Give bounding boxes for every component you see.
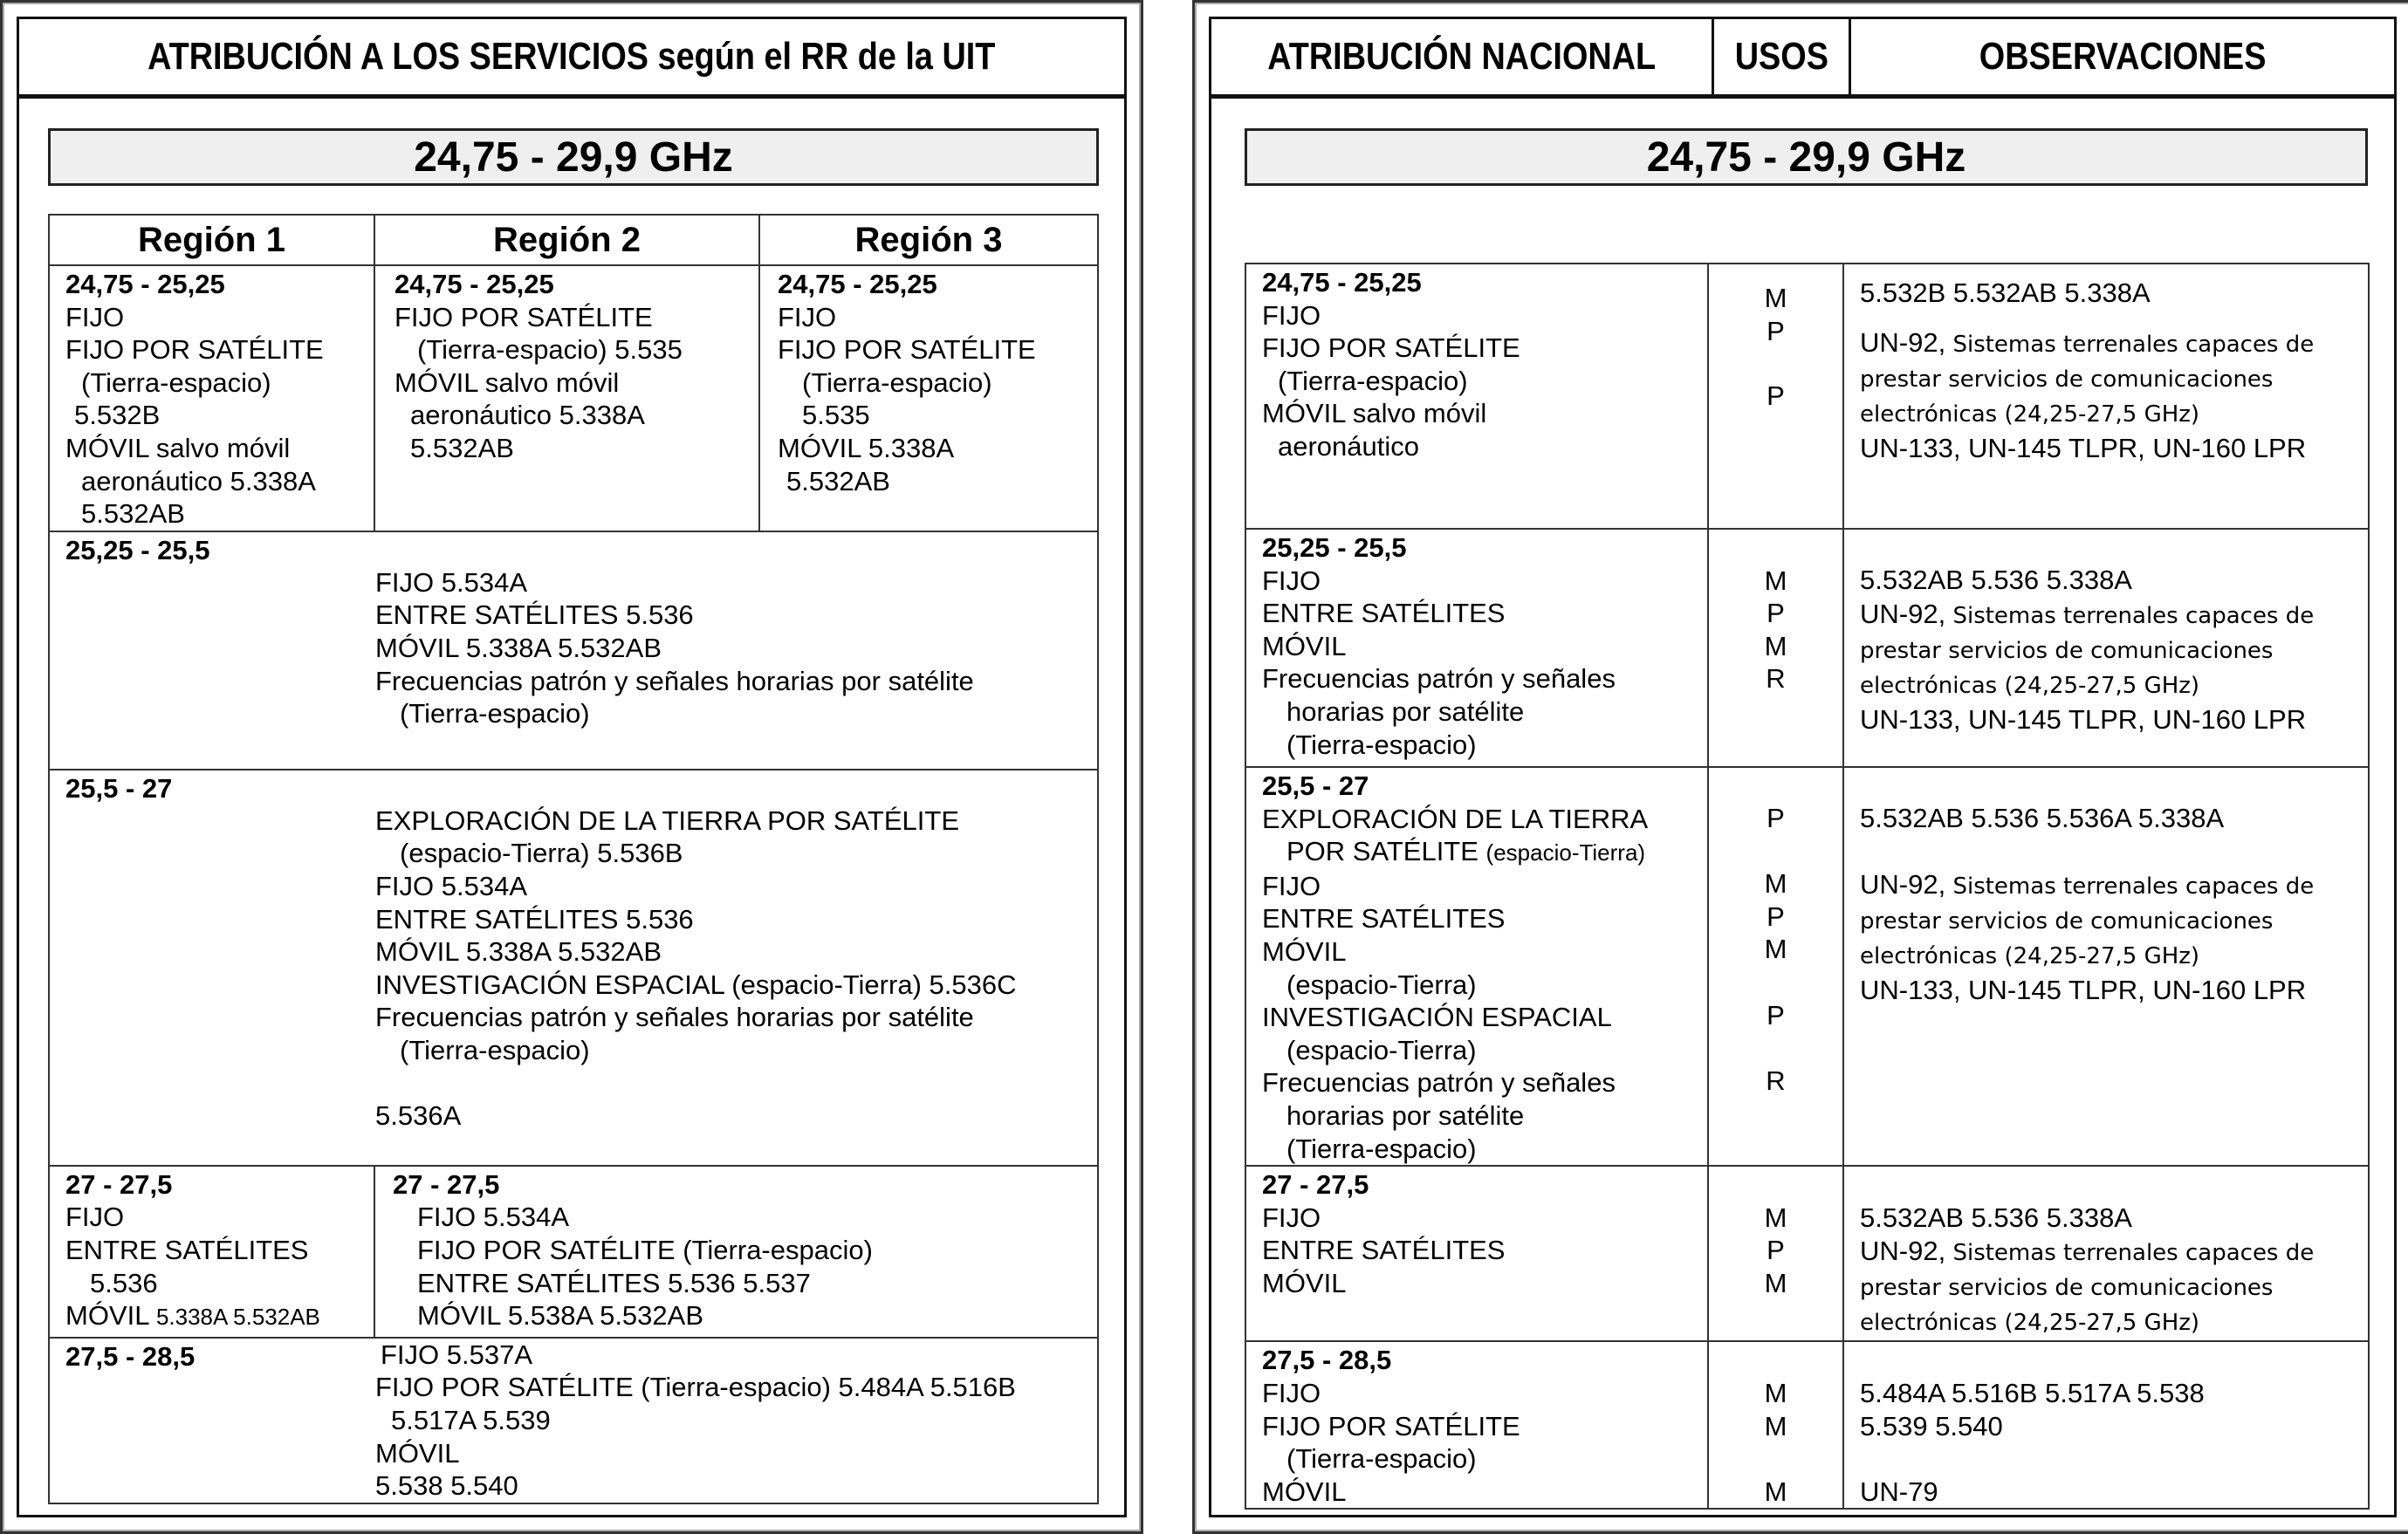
use-code: R [1766,1065,1786,1096]
use-code: P [1767,999,1785,1031]
footnote: 5.538 5.540 [375,1470,518,1502]
row4-region2-3 [374,1166,1098,1338]
use-code: P [1767,1235,1785,1266]
service-name: POR SATÉLITE [1286,836,1478,867]
use-code [1709,347,1842,380]
service: FIJO [1262,1202,1321,1233]
footnote: 5.532AB [786,465,890,496]
footnote: 5.532AB [81,498,185,530]
freq-label: 24,75 - 25,25 [1262,267,1422,298]
region-3-header: Región 3 [759,215,1098,265]
use-code [1709,531,1842,565]
service-detail: (Tierra-espacio) [81,366,271,398]
row1-region2 [374,265,759,531]
uses-cell [1708,767,1843,1166]
table-row [49,265,1098,531]
table-row [49,1166,1098,1338]
service: EXPLORACIÓN DE LA TIERRA POR SATÉLITE [375,805,959,836]
uses-cell [1708,1341,1843,1509]
service: FIJO [778,301,837,332]
observation [1860,1234,2368,1270]
use-code: M [1764,1377,1787,1408]
service: INVESTIGACIÓN ESPACIAL [1262,1002,1612,1033]
service: MÓVIL [1262,935,1347,967]
right-band-title [1245,128,2368,186]
table-row [49,770,1098,1166]
use-code [1709,1344,1842,1377]
header-text: OBSERVACIONES [1979,35,2267,78]
observation: 5.539 5.540 [1860,1410,2003,1442]
observation: 5.532AB 5.536 5.536A 5.338A [1860,803,2225,833]
service [1262,835,1707,870]
row4-region1 [49,1166,374,1338]
itu-allocation-table [48,214,1099,1504]
observation-ref: UN-92, [1860,598,1946,629]
service-name: MÓVIL [65,1300,149,1332]
service-detail: aeronáutico [1278,430,1420,462]
observation: 5.532B 5.532AB 5.338A [1860,277,2151,308]
service: FIJO 5.534A [375,566,528,598]
service-detail: aeronáutico 5.338A [410,400,645,431]
service-detail: (Tierra-espacio) [1286,1133,1477,1164]
observation: 5.532AB 5.536 5.338A [1860,1202,2132,1233]
service: ENTRE SATÉLITES [65,1234,309,1265]
use-code [1709,966,1842,999]
service: ENTRE SATÉLITES 5.536 [375,599,694,631]
observation-desc: Sistemas terrenales capaces de [1945,602,2315,629]
service: MÓVIL 5.538A 5.532AB [417,1300,704,1332]
service-detail: (Tierra-espacio) [400,698,590,729]
observation-ref: UN-92, [1860,869,1946,901]
use-code: M [1764,1267,1787,1298]
freq-label: 27,5 - 28,5 [65,1340,196,1372]
observation: UN-133, UN-145 TLPR, UN-160 LPR [1860,975,2307,1006]
observation [1860,1168,2368,1202]
service: FIJO POR SATÉLITE (Tierra-espacio) [417,1234,873,1265]
right-band-text: 24,75 - 29,9 GHz [1646,134,1966,181]
alloc-cell [1245,1166,1708,1341]
service: FIJO [1262,565,1321,596]
service: FIJO POR SATÉLITE (Tierra-espacio) 5.484A 5.516B [375,1372,1016,1403]
spacer [375,1067,1016,1100]
row3-all-regions [49,770,1098,1166]
header-text: ATRIBUCIÓN NACIONAL [1267,35,1656,78]
observation-desc: Sistemas terrenales capaces de [1945,331,2315,358]
table-row [1245,1341,2369,1509]
observation: electrónicas (24,25-27,5 GHz) [1860,401,2200,428]
left-panel [0,0,1143,1534]
footnote: 5.536 [90,1267,158,1298]
freq-label: 24,75 - 25,25 [778,269,937,299]
use-code: P [1767,901,1785,932]
observation [1860,1344,2368,1377]
service: FIJO [1262,870,1321,901]
uses-cell [1708,529,1843,767]
right-panel [1192,0,2408,1534]
header-usos [1714,19,1851,94]
observation: electrónicas (24,25-27,5 GHz) [1860,943,2200,970]
observation: electrónicas (24,25-27,5 GHz) [1860,672,2200,699]
service: Frecuencias patrón y señales [1262,1067,1616,1099]
use-code: M [1764,1476,1787,1507]
service: FIJO 5.534A [417,1202,570,1233]
service-detail: horarias por satélite [1286,1099,1525,1131]
observation: prestar servicios de comunicaciones [1860,637,2274,664]
service: FIJO POR SATÉLITE [778,334,1036,366]
freq-label: 27 - 27,5 [65,1168,173,1200]
use-code [1709,1168,1842,1202]
service: FIJO POR SATÉLITE [1262,332,1520,364]
table-row [49,531,1098,770]
use-code: R [1766,663,1786,695]
service: Frecuencias patrón y señales horarias por satélite [375,1002,974,1033]
service: FIJO POR SATÉLITE [394,301,653,332]
use-code: P [1767,803,1785,833]
alloc-cell [1245,1341,1708,1509]
use-code: M [1764,283,1787,313]
obs-cell [1843,529,2369,767]
table-row [1245,767,2369,1166]
footnote: 5.536A [375,1100,462,1132]
obs-cell [1843,1341,2369,1509]
service: MÓVIL [375,1437,460,1469]
observation: prestar servicios de comunicaciones [1860,366,2274,393]
service: ENTRE SATÉLITES [1262,598,1506,629]
table-row [1245,529,2369,767]
observation: UN-79 [1860,1476,1938,1507]
service-detail: (Tierra-espacio) 5.535 [417,334,683,366]
observation-desc: Sistemas terrenales capaces de [1945,1240,2315,1267]
service: ENTRE SATÉLITES [1262,1235,1506,1266]
header-observaciones [1851,19,2394,94]
left-title [17,17,1127,99]
service-detail: aeronáutico 5.338A [81,465,316,496]
service-detail: (espacio-Tierra) [1485,839,1646,866]
service: MÓVIL 5.338A 5.532AB [375,936,662,968]
row2-all-regions [49,531,1098,770]
table-row [1245,264,2369,529]
right-header [1209,17,2397,99]
service: MÓVIL salvo móvil [65,432,291,463]
alloc-cell [1245,767,1708,1166]
footnote: 5.532AB [410,432,514,463]
footnote: 5.517A 5.539 [391,1404,551,1435]
national-allocation-table [1245,263,2370,1510]
use-code: P [1767,315,1785,346]
service: FIJO [1262,1377,1321,1408]
use-code: M [1764,565,1787,596]
use-code: P [1767,380,1785,412]
service: INVESTIGACIÓN ESPACIAL (espacio-Tierra) 5.536C [375,969,1017,1000]
observation [1860,1442,2368,1476]
service: ENTRE SATÉLITES 5.536 [375,903,694,935]
use-code: M [1764,934,1787,965]
row1-region1 [49,265,374,531]
service-detail: (espacio-Tierra) [1286,969,1477,1000]
region-2-header: Región 2 [374,215,759,265]
observation: 5.484A 5.516B 5.517A 5.538 [1860,1377,2205,1408]
left-title-text: ATRIBUCIÓN A LOS SERVICIOS según el RR de la UIT [147,35,996,78]
use-code: P [1767,598,1785,629]
service: Frecuencias patrón y señales horarias por satélite [375,665,974,696]
service-detail: (espacio-Tierra) [1286,1034,1477,1065]
service-detail: horarias por satélite [1286,695,1525,727]
freq-label: 24,75 - 25,25 [65,269,225,299]
region-1-header: Región 1 [49,215,374,265]
service: FIJO [65,301,125,332]
use-code: M [1764,1202,1787,1233]
service: Frecuencias patrón y señales [1262,663,1616,695]
obs-cell [1843,1166,2369,1341]
freq-label: 25,5 - 27 [1262,770,1369,801]
observation: 5.532AB 5.536 5.338A [1860,565,2132,595]
service: MÓVIL [1262,1267,1347,1298]
obs-cell [1843,767,2369,1166]
footnote: 5.535 [802,400,870,431]
alloc-cell [1245,264,1708,529]
header-text: USOS [1734,35,1828,78]
service [65,1299,374,1334]
use-code: M [1764,1410,1787,1442]
freq-label: 27 - 27,5 [1262,1169,1369,1201]
service-detail: (Tierra-espacio) [1286,1443,1477,1475]
observation-desc: Sistemas terrenales capaces de [1945,873,2315,901]
service: FIJO POR SATÉLITE [1262,1410,1520,1442]
table-row [49,1338,1098,1503]
use-code: M [1764,868,1787,900]
alloc-cell [1245,529,1708,767]
observation [1860,867,2368,904]
service: FIJO POR SATÉLITE [65,334,324,366]
observation: UN-133, UN-145 TLPR, UN-160 LPR [1860,432,2307,463]
observation-ref: UN-92, [1860,1236,1946,1267]
observation [1860,597,2368,633]
observation [1860,325,2368,362]
service: FIJO 5.537A [381,1339,533,1370]
observation [1860,310,2368,325]
header-atribucion-nacional [1211,19,1714,94]
freq-label: 25,25 - 25,5 [65,534,210,565]
service-detail: (espacio-Tierra) 5.536B [400,838,683,869]
row5-all-regions [49,1338,1098,1503]
use-code [1709,1031,1842,1065]
service: EXPLORACIÓN DE LA TIERRA [1262,803,1649,834]
use-code [1709,1442,1842,1476]
use-code [1709,835,1842,868]
service-detail: (Tierra-espacio) [802,366,992,398]
service: FIJO [65,1202,125,1233]
service: MÓVIL 5.338A 5.532AB [375,632,662,663]
service: FIJO 5.534A [375,870,528,901]
footnote: 5.532B [74,400,161,431]
observation: UN-133, UN-145 TLPR, UN-160 LPR [1860,703,2307,735]
service-detail: (Tierra-espacio) [400,1034,590,1065]
service: MÓVIL salvo móvil [1262,398,1487,429]
freq-label: 25,5 - 27 [65,772,173,804]
service-detail: (Tierra-espacio) [1278,365,1468,396]
row1-region3 [759,265,1098,531]
service: ENTRE SATÉLITES 5.536 5.537 [417,1267,811,1298]
service-detail: (Tierra-espacio) [1286,729,1477,760]
obs-cell [1843,264,2369,529]
freq-label: 27 - 27,5 [393,1168,500,1200]
observation-ref: UN-92, [1860,326,1946,358]
service: MÓVIL [1262,1476,1347,1507]
service: MÓVIL [1262,630,1347,661]
service: MÓVIL 5.338A [778,432,955,463]
uses-cell [1708,264,1843,529]
freq-label: 24,75 - 25,25 [394,269,554,299]
service: ENTRE SATÉLITES [1262,903,1506,935]
uses-cell [1708,1166,1843,1341]
observation [1860,835,2368,868]
observation: prestar servicios de comunicaciones [1860,1275,2274,1302]
footnote: 5.338A 5.532AB [155,1304,320,1331]
observation: prestar servicios de comunicaciones [1860,908,2274,935]
table-row [1245,1166,2369,1341]
observation: electrónicas (24,25-27,5 GHz) [1860,1310,2200,1337]
service: FIJO [1262,299,1321,331]
freq-label: 27,5 - 28,5 [1262,1345,1392,1376]
service: MÓVIL salvo móvil [394,366,620,398]
use-code: M [1764,630,1787,661]
left-band-title [48,128,1099,186]
left-band-text: 24,75 - 29,9 GHz [414,134,733,181]
freq-label: 25,25 - 25,5 [1262,532,1407,563]
